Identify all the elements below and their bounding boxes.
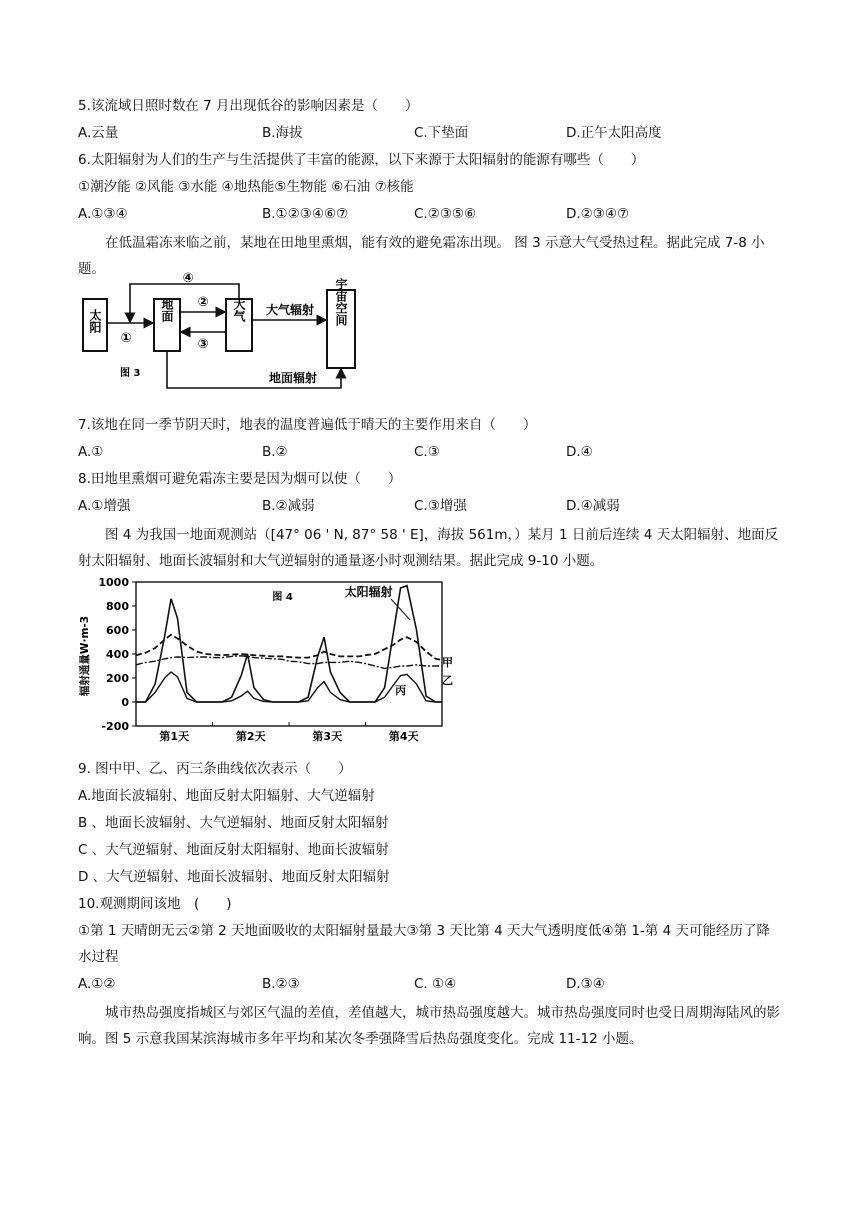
y-tick-label: 0 [121,696,129,709]
q10-items: ①第 1 天晴朗无云②第 2 天地面吸收的太阳辐射量最大③第 3 天比第 4 天大气透明度低④第 1-第 4 天可能经历了降水过程 [78,923,771,965]
q8-option-a: A.①增强 [78,498,131,514]
series-label-yi: 乙 [442,674,453,687]
q7-option-d: D.④ [566,444,593,460]
q10-option-c: C. ①④ [414,976,457,992]
intro-7-8: 在低温霜冻来临之前，某地在田地里熏烟，能有效的避免霜冻出现。 图 3 示意大气受热过程。据此完成 7-8 小题。 [78,235,765,277]
figure-3-diagram [78,266,358,400]
series-label-solar-leader [391,599,410,620]
q9-option-c: C 、大气逆辐射、地面反射太阳辐射、地面长波辐射 [78,842,389,858]
marker-2: ② [197,295,209,310]
q7-option-a: A.① [78,444,104,460]
series-label-jia: 甲 [442,656,453,669]
q8-stem: 8.田地里熏烟可避免霜冻主要是因为烟可以使（ ） [78,471,402,487]
q7-option-b: B.② [262,444,288,460]
q5-option-d: D.正午太阳高度 [566,125,662,141]
series-label-solar: 太阳辐射 [344,585,393,599]
atmosphere-label: 大气 [232,298,246,322]
q8-option-c: C.③增强 [414,498,467,514]
q6-option-a: A.①③④ [78,206,128,222]
q5-option-c: C.下垫面 [414,125,469,141]
figure-3-caption: 图 3 [120,368,141,379]
q10-option-d: D.③④ [566,976,605,992]
q6-items: ①潮汐能 ②风能 ③水能 ④地热能⑤生物能 ⑥石油 ⑦核能 [78,179,414,195]
y-tick-label: -200 [101,720,129,733]
ground-radiation-label: 地面辐射 [268,371,318,385]
marker-3: ③ [197,337,209,352]
y-tick-label: 600 [106,624,129,637]
q9-option-a: A.地面长波辐射、地面反射太阳辐射、大气逆辐射 [78,788,375,804]
q6-option-d: D.②③④⑦ [566,206,630,222]
q5-stem: 5.该流域日照时数在 7 月出现低谷的影响因素是（ ） [78,98,419,114]
atmosphere-radiation-label: 大气辐射 [265,303,315,317]
intro-11-12: 城市热岛强度指城区与郊区气温的差值，差值越大，城市热岛强度越大。城市热岛强度同时也受日周期海陆风的影响。图 5 示意我国某滨海城市多年平均和某次冬季强降雪后热岛强度变化。完成 11-12 小题。 [78,1005,780,1047]
q7-stem: 7.该地在同一季节阴天时，地表的温度普遍低于晴天的主要作用来自（ ） [78,417,537,433]
x-category-label: 第2天 [235,730,266,743]
figure-4-chart [78,574,458,750]
q10-stem: 10.观测期间该地 ( ) [78,896,232,912]
q10-option-a: A.①② [78,976,116,992]
q5-option-b: B.海拔 [262,125,303,141]
y-tick-label: 200 [106,672,129,685]
q5-option-a: A.云量 [78,125,119,141]
q6-stem: 6.太阳辐射为人们的生产与生活提供了丰富的能源，以下来源于太阳辐射的能源有哪些（ ） [78,152,645,168]
ground-label: 地面 [160,298,174,322]
marker-1: ① [120,331,132,346]
y-tick-label: 1000 [98,576,129,589]
series-label-bing: 丙 [395,684,407,697]
q7-option-c: C.③ [414,444,440,460]
y-axis-label: 辐射通量W·m-3 [79,615,91,697]
q9-option-b: B 、地面长波辐射、大气逆辐射、地面反射太阳辐射 [78,815,389,831]
q9-option-d: D 、大气逆辐射、地面长波辐射、地面反射太阳辐射 [78,869,390,885]
chart-title: 图 4 [272,592,293,603]
x-category-label: 第4天 [388,730,419,743]
y-tick-label: 400 [106,648,129,661]
intro-9-10: 图 4 为我国一地面观测站（[47° 06 ' N, 87° 58 ' E]，海拔 561m，）某月 1 日前后连续 4 天太阳辐射、地面反射太阳辐射、地面长波辐射和大气逆辐射的通量逐小时观测结果。据此完成 9-10 小题。 [78,527,779,569]
q6-option-b: B.①②③④⑥⑦ [262,206,349,222]
y-tick-label: 800 [106,600,129,613]
q8-option-d: D.④减弱 [566,498,620,514]
x-category-label: 第1天 [159,730,190,743]
q9-stem: 9. 图中甲、乙、丙三条曲线依次表示（ ） [78,761,352,777]
x-category-label: 第3天 [312,730,343,743]
q6-option-c: C.②③⑤⑥ [414,206,477,222]
marker-4: ④ [182,271,194,286]
q10-option-b: B.②③ [262,976,300,992]
sun-label: 太阳 [88,309,102,333]
q8-option-b: B.②减弱 [262,498,315,514]
space-label: 宇宙空间 [334,278,348,326]
